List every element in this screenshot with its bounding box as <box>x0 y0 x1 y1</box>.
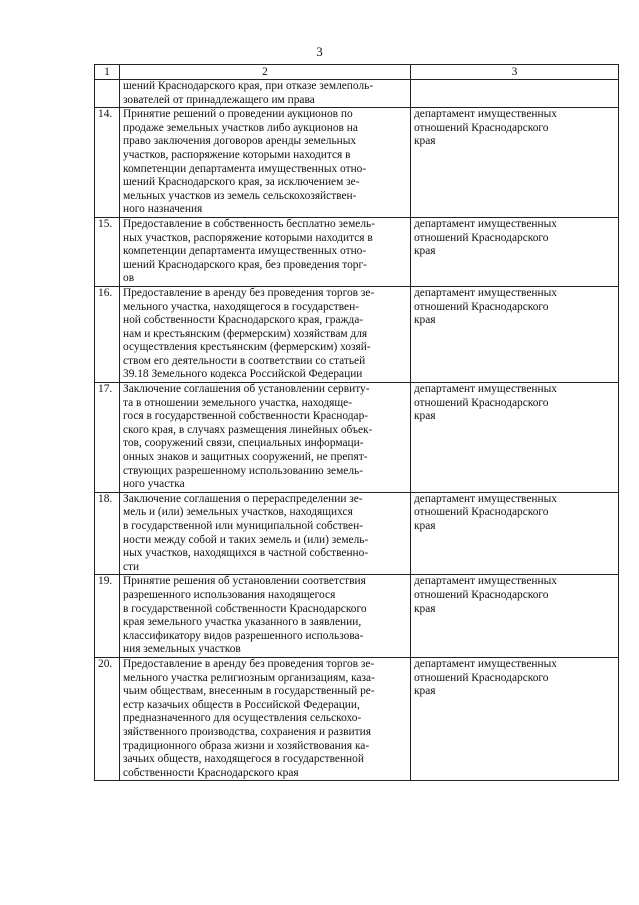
table-row <box>95 108 619 218</box>
row-department: департамент имущественных отношений Краснодарского края <box>411 286 619 382</box>
table-header-row <box>95 65 619 80</box>
row-department: департамент имущественных отношений Краснодарского края <box>411 492 619 575</box>
row-service-text: Заключение соглашения об установлении сервиту- та в отношении земельного участка, находяще- гося в государственной собственности Краснодар- ского края, в случаях размещения линейных объек- тов, сооружений связи, специальных информаци- онных знаков и защитных сооружений, не препят- ствующих разрешенному использованию земель- ного участка <box>120 383 411 493</box>
row-department: департамент имущественных отношений Краснодарского края <box>411 575 619 658</box>
row-department: департамент имущественных отношений Краснодарского края <box>411 383 619 493</box>
services-table <box>94 64 619 781</box>
row-number: 19. <box>95 575 120 658</box>
row-service-text: Принятие решений о проведении аукционов по продаже земельных участков либо аукционов на право заключения договоров аренды земельных участков, распоряжение которыми находится в компетенции департамента имущественных отно- шений Краснодарского края, за исключением зе- мельных участков из земель сельскохозяйствен- ного назначения <box>120 108 411 218</box>
row-number: 18. <box>95 492 120 575</box>
row-service-text: Предоставление в аренду без проведения торгов зе- мельного участка, находящегося в государствен- ной собственности Краснодарского края, гражда- нам и крестьянским (фермерским) хозяйствам для осуществления крестьянским (фермерским) хозяй- ством его деятельности в соответствии со статьей 39.18 Земельного кодекса Российской Федерации <box>120 286 411 382</box>
header-col-3: 3 <box>411 65 619 80</box>
row-number: 20. <box>95 657 120 780</box>
row-number: 17. <box>95 383 120 493</box>
table-row <box>95 217 619 286</box>
row-department: департамент имущественных отношений Краснодарского края <box>411 657 619 780</box>
page-number: 3 <box>316 44 323 59</box>
row-number: 16. <box>95 286 120 382</box>
row-service-text: Заключение соглашения о перераспределении зе- мель и (или) земельных участков, находящихся в государственной или муниципальной собствен- ности между собой и таких земель и (или) земель- ных участков, находящихся в частной собственно- сти <box>120 492 411 575</box>
table-row <box>95 492 619 575</box>
table-row <box>95 657 619 780</box>
row-service-text: Предоставление в собственность бесплатно земель- ных участков, распоряжение которыми находится в компетенции департамента имущественных отно- шений Краснодарского края, без проведения торг- ов <box>120 217 411 286</box>
table-row <box>95 286 619 382</box>
header-col-1: 1 <box>95 65 120 80</box>
row-number: 15. <box>95 217 120 286</box>
table-row-continuation <box>95 80 619 108</box>
table-row <box>95 383 619 493</box>
row-number <box>95 80 120 108</box>
row-service-text: Принятие решения об установлении соответствия разрешенного использования находящегося в государственной собственности Краснодарского края земельного участка указанного в заявлении, классификатору видов разрешенного использова- ния земельных участков <box>120 575 411 658</box>
row-department <box>411 80 619 108</box>
row-number: 14. <box>95 108 120 218</box>
header-col-2: 2 <box>120 65 411 80</box>
row-department: департамент имущественных отношений Краснодарского края <box>411 108 619 218</box>
row-department: департамент имущественных отношений Краснодарского края <box>411 217 619 286</box>
row-service-text: Предоставление в аренду без проведения торгов зе- мельного участка религиозным организациям, каза- чьим обществам, внесенным в государственный ре- естр казачьих обществ в Российской Федерации, предназначенного для осуществления сельскохо- зяйственного производства, сохранения и развития традиционного образа жизни и хозяйствования ка- зачьих обществ, находящегося в государственной собственности Краснодарского края <box>120 657 411 780</box>
row-service-text: шений Краснодарского края, при отказе землеполь- зователей от принадлежащего им права <box>120 80 411 108</box>
table-row <box>95 575 619 658</box>
